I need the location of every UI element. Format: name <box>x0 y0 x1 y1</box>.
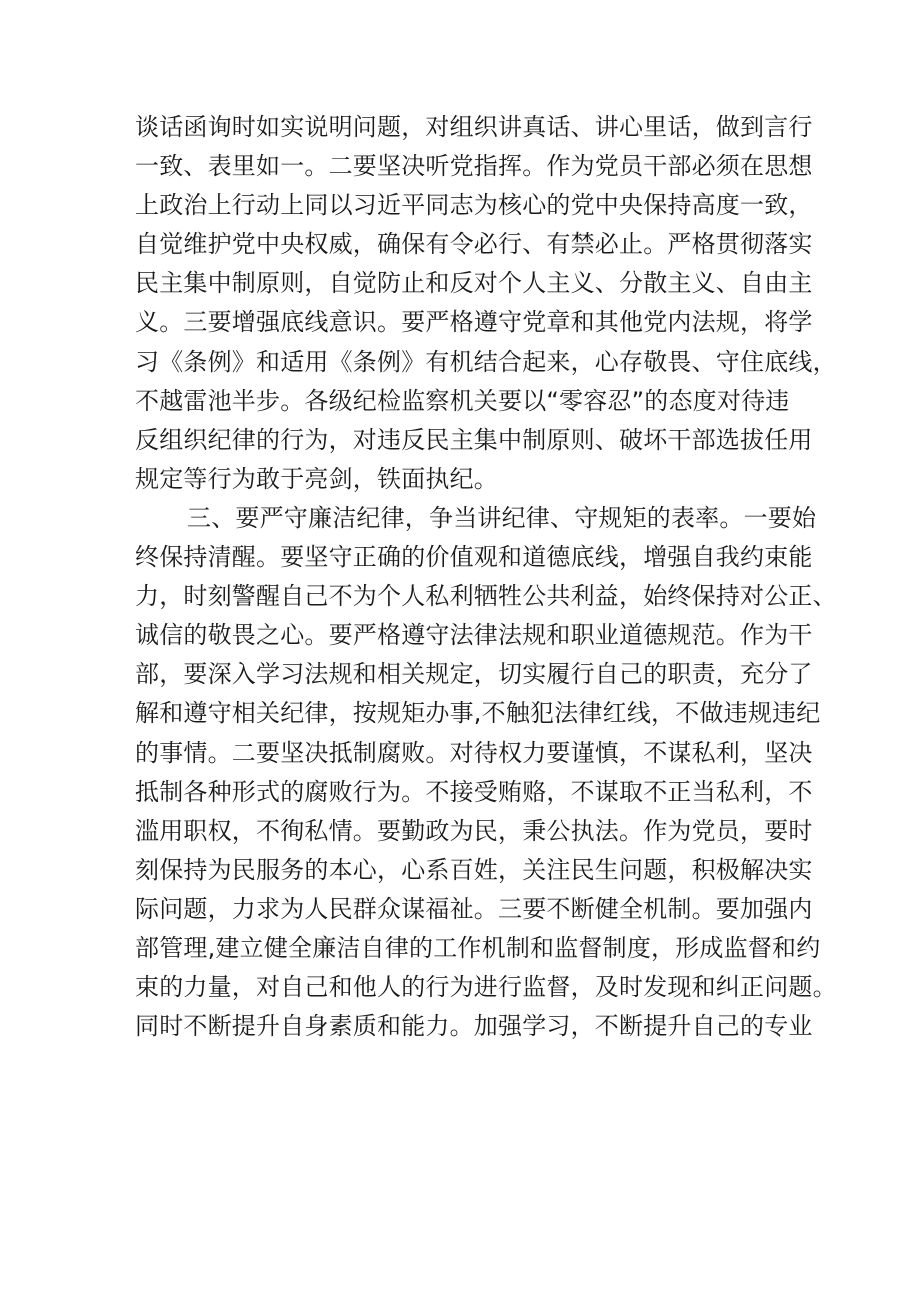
text-line: 自觉维护党中央权威，确保有令必行、有禁必止。严格贯彻落实 <box>135 230 813 259</box>
text-line: 抵制各种形式的腐败行为。不接受贿赂，不谋取不正当私利，不 <box>135 777 813 806</box>
text-line: 习《条例》和适用《条例》有机结合起来，心存敬畏、守住底线， <box>135 347 837 376</box>
text-line: 部管理,建立健全廉洁自律的工作机制和监督制度，形成监督和约 <box>135 933 821 962</box>
paragraph-heading-line: 三、要严守廉洁纪律，争当讲纪律、守规矩的表率。一要始 <box>187 503 817 532</box>
text-line: 解和遵守相关纪律，按规矩办事,不触犯法律红线，不做违规违纪 <box>135 699 821 728</box>
text-line: 刻保持为民服务的本心，心系百姓，关注民生问题，积极解决实 <box>135 855 813 884</box>
text-line: 同时不断提升自身素质和能力。加强学习，不断提升自己的专业 <box>135 1012 813 1041</box>
text-line: 力，时刻警醒自己不为个人私利牺牲公共利益，始终保持对公正、 <box>135 582 837 611</box>
text-line: 终保持清醒。要坚守正确的价值观和道德底线，增强自我约束能 <box>135 543 813 572</box>
text-line: 上政治上行动上同以习近平同志为核心的党中央保持高度一致， <box>135 191 813 220</box>
text-line: 部，要深入学习法规和相关规定，切实履行自己的职责，充分了 <box>135 660 813 689</box>
text-line: 不越雷池半步。各级纪检监察机关要以“零容忍”的态度对待违 <box>135 386 790 415</box>
text-line: 谈话函询时如实说明问题，对组织讲真话、讲心里话，做到言行 <box>135 113 813 141</box>
body-text <box>135 108 837 1046</box>
text-line: 义。三要增强底线意识。要严格遵守党章和其他党内法规，将学 <box>135 308 813 337</box>
text-line: 民主集中制原则，自觉防止和反对个人主义、分散主义、自由主 <box>135 269 813 298</box>
text-line: 反组织纪律的行为，对违反民主集中制原则、破坏干部选拔任用 <box>135 425 813 454</box>
text-line: 一致、表里如一。二要坚决听党指挥。作为党员干部必须在思想 <box>135 152 813 181</box>
text-line: 束的力量，对自己和他人的行为进行监督，及时发现和纠正问题。 <box>135 973 837 1002</box>
text-line: 际问题，力求为人民群众谋福祉。三要不断健全机制。要加强内 <box>135 894 813 923</box>
text-line: 滥用职权，不徇私情。要勤政为民，秉公执法。作为党员，要时 <box>135 816 813 845</box>
text-line: 的事情。二要坚决抵制腐败。对待权力要谨慎，不谋私利，坚决 <box>135 738 813 767</box>
text-line: 规定等行为敢于亮剑，铁面执纪。 <box>135 464 498 493</box>
text-line: 诚信的敬畏之心。要严格遵守法律法规和职业道德规范。作为干 <box>135 621 813 650</box>
